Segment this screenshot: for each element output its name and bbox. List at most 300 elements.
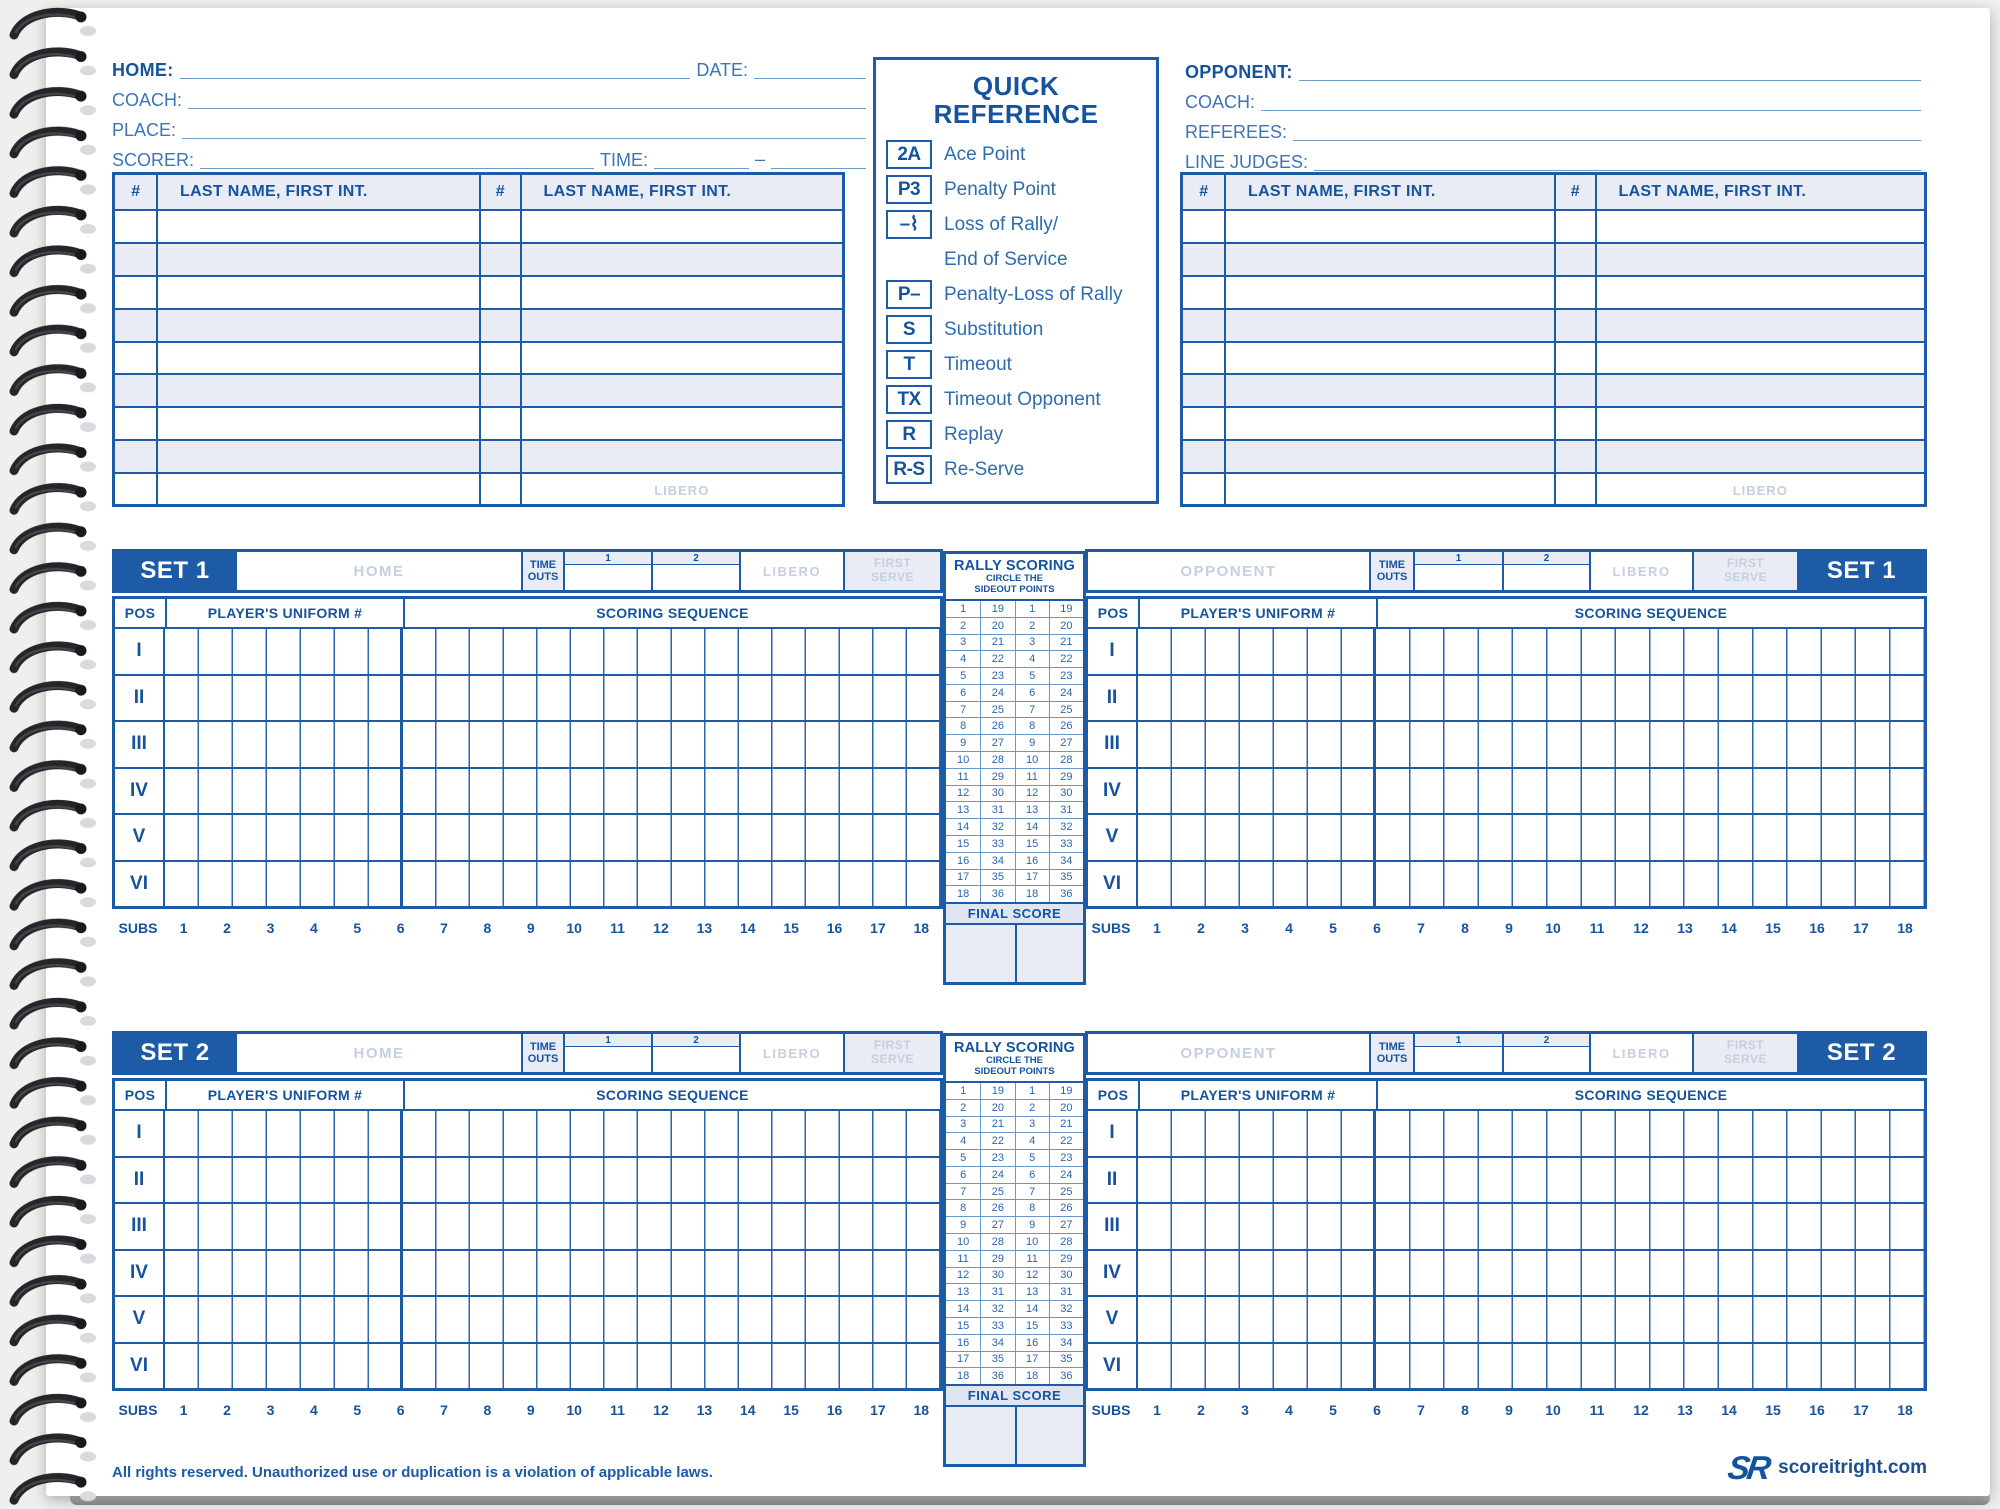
subs-number[interactable]: 17	[1853, 1402, 1869, 1418]
roster-name-cell[interactable]	[1595, 408, 1925, 439]
rally-point[interactable]: 3	[960, 636, 967, 649]
rally-point[interactable]: 33	[980, 1318, 1014, 1334]
scoring-sequence-cells[interactable]	[403, 722, 940, 767]
rally-point[interactable]: 2	[1015, 1100, 1049, 1116]
rally-point[interactable]: 18	[957, 1370, 970, 1383]
rally-point[interactable]: 19	[1049, 601, 1083, 617]
uniform-number-cells[interactable]	[1138, 1204, 1376, 1249]
scorer-line[interactable]	[200, 149, 594, 169]
timeout-cell-2[interactable]	[1502, 552, 1589, 590]
rally-point[interactable]: 6	[960, 686, 967, 699]
uniform-number-cells[interactable]	[1138, 1297, 1376, 1342]
rally-point[interactable]: 1	[1015, 601, 1049, 617]
rally-point[interactable]: 32	[980, 1301, 1014, 1317]
rally-point[interactable]: 17	[1015, 870, 1049, 886]
roster-number-cell[interactable]	[1554, 211, 1595, 242]
rally-point[interactable]: 9	[1015, 1217, 1049, 1233]
roster-number-cell[interactable]	[1183, 441, 1224, 472]
roster-name-cell[interactable]	[156, 277, 479, 308]
line-judges-line[interactable]	[1314, 151, 1921, 171]
place-line[interactable]	[182, 119, 866, 139]
subs-number[interactable]: 16	[826, 920, 843, 936]
subs-number[interactable]: 11	[1589, 1402, 1605, 1418]
opponent-line[interactable]	[1299, 61, 1921, 81]
rally-point[interactable]: 35	[1049, 1352, 1083, 1368]
timeout-cell-2[interactable]	[651, 552, 739, 590]
rally-point[interactable]: 4	[960, 653, 967, 666]
rally-point[interactable]: 10	[1015, 752, 1049, 768]
rally-point[interactable]: 3	[1015, 635, 1049, 651]
uniform-number-cells[interactable]	[165, 815, 403, 860]
roster-name-cell[interactable]	[1595, 441, 1925, 472]
rally-point[interactable]: 20	[1049, 618, 1083, 634]
subs-number[interactable]: 4	[309, 920, 318, 936]
rally-point[interactable]: 22	[1049, 651, 1083, 667]
subs-number[interactable]: 2	[223, 920, 231, 936]
rally-point[interactable]: 4	[1015, 1133, 1049, 1149]
opponent-team-cell[interactable]: OPPONENT	[1180, 1044, 1277, 1062]
rally-point[interactable]: 9	[960, 1219, 967, 1232]
subs-number[interactable]: 14	[1721, 920, 1737, 936]
roster-number-cell[interactable]	[479, 441, 520, 472]
scoring-sequence-cells[interactable]	[403, 1204, 940, 1249]
scoring-sequence-cells[interactable]	[1376, 1297, 1924, 1342]
rally-point[interactable]: 5	[960, 1152, 967, 1165]
rally-point[interactable]: 12	[957, 1269, 970, 1282]
rally-point[interactable]: 13	[1015, 802, 1049, 818]
rally-point[interactable]: 7	[1015, 702, 1049, 718]
libero-cell[interactable]: LIBERO	[739, 1034, 843, 1072]
rally-point[interactable]: 16	[957, 854, 970, 867]
uniform-number-cells[interactable]	[165, 1158, 403, 1203]
rally-point[interactable]: 22	[980, 651, 1014, 667]
uniform-number-cells[interactable]	[165, 1111, 403, 1156]
subs-number[interactable]: 2	[223, 1402, 231, 1418]
subs-number[interactable]: 12	[1633, 920, 1649, 936]
subs-number[interactable]: 15	[1765, 920, 1781, 936]
scoring-sequence-cells[interactable]	[1376, 1251, 1924, 1296]
rally-point[interactable]: 25	[980, 1184, 1014, 1200]
roster-number-cell[interactable]	[1554, 310, 1595, 341]
uniform-number-cells[interactable]	[1138, 1251, 1376, 1296]
subs-number[interactable]: 13	[1677, 920, 1693, 936]
rally-point[interactable]: 1	[960, 1084, 967, 1097]
rally-point[interactable]: 11	[957, 1252, 969, 1265]
rally-point[interactable]: 23	[1049, 668, 1083, 684]
roster-number-cell[interactable]	[1183, 343, 1224, 374]
first-serve-cell[interactable]	[1692, 1034, 1797, 1072]
subs-number[interactable]: 3	[1241, 920, 1249, 936]
rally-point[interactable]: 1	[960, 602, 967, 615]
roster-number-cell[interactable]	[1183, 375, 1224, 406]
roster-name-cell[interactable]	[520, 375, 843, 406]
rally-point[interactable]: 5	[1015, 668, 1049, 684]
roster-number-cell[interactable]	[115, 277, 156, 308]
rally-point[interactable]: 6	[1015, 1167, 1049, 1183]
roster-name-cell[interactable]: LIBERO	[1595, 474, 1925, 507]
roster-name-cell[interactable]	[520, 211, 843, 242]
subs-number[interactable]: 3	[266, 920, 275, 936]
rally-point[interactable]: 16	[957, 1336, 970, 1349]
subs-number[interactable]: 8	[483, 920, 492, 936]
rally-point[interactable]: 21	[1049, 1117, 1083, 1133]
home-line[interactable]	[180, 59, 691, 79]
subs-number[interactable]: 1	[1153, 920, 1161, 936]
rally-point[interactable]: 34	[980, 853, 1014, 869]
scoring-sequence-cells[interactable]	[1376, 815, 1924, 860]
rally-point[interactable]: 18	[1015, 886, 1049, 902]
subs-number[interactable]: 8	[1461, 920, 1469, 936]
roster-name-cell[interactable]	[1224, 474, 1554, 507]
rally-point[interactable]: 36	[1049, 1368, 1083, 1384]
uniform-number-cells[interactable]	[1138, 1111, 1376, 1156]
first-serve-cell[interactable]	[843, 552, 940, 590]
roster-number-cell[interactable]	[115, 408, 156, 439]
subs-number[interactable]: 6	[396, 1402, 405, 1418]
subs-number[interactable]: 1	[179, 1402, 188, 1418]
roster-name-cell[interactable]	[1224, 310, 1554, 341]
time-end-line[interactable]	[771, 149, 866, 169]
subs-number[interactable]: 13	[696, 1402, 713, 1418]
subs-number[interactable]: 17	[870, 1402, 886, 1418]
rally-point[interactable]: 34	[1049, 853, 1083, 869]
rally-point[interactable]: 35	[1049, 870, 1083, 886]
roster-number-cell[interactable]	[115, 375, 156, 406]
rally-point[interactable]: 30	[980, 1268, 1014, 1284]
rally-point[interactable]: 26	[980, 1200, 1014, 1216]
rally-point[interactable]: 25	[1049, 702, 1083, 718]
rally-point[interactable]: 3	[1015, 1117, 1049, 1133]
roster-name-cell[interactable]	[156, 211, 479, 242]
opponent-coach-line[interactable]	[1261, 91, 1921, 111]
rally-point[interactable]: 4	[960, 1135, 967, 1148]
subs-number[interactable]: 14	[1721, 1402, 1737, 1418]
roster-number-cell[interactable]	[479, 277, 520, 308]
roster-name-cell[interactable]	[1595, 310, 1925, 341]
roster-name-cell[interactable]	[520, 277, 843, 308]
scoring-sequence-cells[interactable]	[1376, 1111, 1924, 1156]
rally-point[interactable]: 8	[1015, 718, 1049, 734]
subs-number[interactable]: 13	[1677, 1402, 1693, 1418]
rally-point[interactable]: 24	[980, 1167, 1014, 1183]
roster-number-cell[interactable]	[1554, 244, 1595, 275]
rally-point[interactable]: 36	[1049, 886, 1083, 902]
rally-point[interactable]: 10	[957, 1235, 970, 1248]
rally-point[interactable]: 12	[957, 787, 970, 800]
uniform-number-cells[interactable]	[165, 629, 403, 674]
subs-number[interactable]: 10	[1545, 1402, 1561, 1418]
subs-number[interactable]: 17	[1853, 920, 1869, 936]
scoring-sequence-cells[interactable]	[403, 1251, 940, 1296]
timeout-cell-1[interactable]	[1413, 1034, 1502, 1072]
rally-point[interactable]: 28	[1049, 1234, 1083, 1250]
rally-point[interactable]: 7	[960, 1185, 967, 1198]
scoring-sequence-cells[interactable]	[403, 1297, 940, 1342]
subs-number[interactable]: 17	[870, 920, 886, 936]
roster-number-cell[interactable]	[1554, 343, 1595, 374]
subs-number[interactable]: 18	[1897, 1402, 1913, 1418]
subs-number[interactable]: 18	[1897, 920, 1913, 936]
subs-number[interactable]: 2	[1197, 920, 1205, 936]
uniform-number-cells[interactable]	[1138, 629, 1376, 674]
rally-point[interactable]: 14	[1015, 819, 1049, 835]
roster-number-cell[interactable]	[1554, 375, 1595, 406]
rally-point[interactable]: 22	[980, 1133, 1014, 1149]
roster-number-cell[interactable]	[479, 408, 520, 439]
roster-number-cell[interactable]	[1183, 244, 1224, 275]
scoring-sequence-cells[interactable]	[403, 1344, 940, 1389]
rally-point[interactable]: 13	[1015, 1284, 1049, 1300]
rally-point[interactable]: 20	[980, 618, 1014, 634]
rally-point[interactable]: 28	[1049, 752, 1083, 768]
rally-point[interactable]: 32	[1049, 1301, 1083, 1317]
rally-point[interactable]: 24	[1049, 1167, 1083, 1183]
first-serve-cell[interactable]	[843, 1034, 940, 1072]
scoring-sequence-cells[interactable]	[403, 1111, 940, 1156]
subs-number[interactable]: 7	[440, 920, 448, 936]
final-score-home-box[interactable]	[946, 925, 1015, 982]
roster-name-cell[interactable]: LIBERO	[520, 474, 843, 507]
subs-number[interactable]: 4	[1285, 1402, 1293, 1418]
subs-number[interactable]: 9	[526, 1402, 535, 1418]
timeout-cell-1[interactable]	[563, 1034, 651, 1072]
first-serve-cell[interactable]	[1692, 552, 1797, 590]
roster-name-cell[interactable]	[156, 310, 479, 341]
scoring-sequence-cells[interactable]	[403, 769, 940, 814]
uniform-number-cells[interactable]	[1138, 676, 1376, 721]
libero-cell[interactable]: LIBERO	[1589, 552, 1692, 590]
libero-cell[interactable]: LIBERO	[739, 552, 843, 590]
rally-point[interactable]: 6	[1015, 685, 1049, 701]
scoring-sequence-cells[interactable]	[1376, 722, 1924, 767]
rally-point[interactable]: 19	[980, 601, 1014, 617]
subs-number[interactable]: 2	[1197, 1402, 1205, 1418]
scoring-sequence-cells[interactable]	[403, 1158, 940, 1203]
roster-number-cell[interactable]	[115, 343, 156, 374]
uniform-number-cells[interactable]	[1138, 1344, 1376, 1389]
rally-point[interactable]: 27	[1049, 1217, 1083, 1233]
referees-line[interactable]	[1293, 121, 1921, 141]
scoring-sequence-cells[interactable]	[1376, 769, 1924, 814]
rally-point[interactable]: 19	[1049, 1083, 1083, 1099]
roster-number-cell[interactable]	[479, 375, 520, 406]
rally-point[interactable]: 12	[1015, 1268, 1049, 1284]
roster-name-cell[interactable]	[156, 343, 479, 374]
rally-point[interactable]: 11	[957, 770, 969, 783]
roster-name-cell[interactable]	[156, 441, 479, 472]
roster-number-cell[interactable]	[1183, 474, 1224, 507]
subs-number[interactable]: 7	[440, 1402, 448, 1418]
rally-point[interactable]: 31	[980, 802, 1014, 818]
rally-point[interactable]: 7	[1015, 1184, 1049, 1200]
rally-point[interactable]: 36	[980, 886, 1014, 902]
subs-number[interactable]: 16	[1809, 920, 1825, 936]
subs-number[interactable]: 6	[1373, 1402, 1381, 1418]
rally-point[interactable]: 27	[1049, 735, 1083, 751]
rally-point[interactable]: 26	[980, 718, 1014, 734]
subs-number[interactable]: 4	[309, 1402, 318, 1418]
subs-number[interactable]: 3	[1241, 1402, 1249, 1418]
subs-number[interactable]: 11	[1589, 920, 1605, 936]
subs-number[interactable]: 18	[913, 920, 930, 936]
roster-number-cell[interactable]	[479, 211, 520, 242]
rally-point[interactable]: 29	[980, 769, 1014, 785]
roster-number-cell[interactable]	[1183, 211, 1224, 242]
rally-point[interactable]: 33	[1049, 836, 1083, 852]
rally-point[interactable]: 15	[957, 1319, 970, 1332]
roster-name-cell[interactable]	[156, 474, 479, 507]
rally-point[interactable]: 11	[1015, 769, 1049, 785]
subs-number[interactable]: 16	[1809, 1402, 1825, 1418]
rally-point[interactable]: 29	[1049, 769, 1083, 785]
roster-number-cell[interactable]	[479, 343, 520, 374]
rally-point[interactable]: 12	[1015, 786, 1049, 802]
roster-name-cell[interactable]	[520, 408, 843, 439]
rally-point[interactable]: 18	[957, 888, 970, 901]
subs-number[interactable]: 5	[1329, 1402, 1337, 1418]
subs-number[interactable]: 18	[913, 1402, 930, 1418]
rally-point[interactable]: 29	[1049, 1251, 1083, 1267]
roster-number-cell[interactable]	[115, 441, 156, 472]
rally-point[interactable]: 31	[980, 1284, 1014, 1300]
rally-point[interactable]: 23	[980, 1150, 1014, 1166]
roster-name-cell[interactable]	[1595, 375, 1925, 406]
rally-point[interactable]: 21	[1049, 635, 1083, 651]
scoring-sequence-cells[interactable]	[1376, 1204, 1924, 1249]
rally-point[interactable]: 8	[960, 1202, 967, 1215]
roster-name-cell[interactable]	[1595, 277, 1925, 308]
rally-point[interactable]: 17	[1015, 1352, 1049, 1368]
rally-point[interactable]: 24	[1049, 685, 1083, 701]
uniform-number-cells[interactable]	[165, 769, 403, 814]
roster-number-cell[interactable]	[115, 211, 156, 242]
timeout-cell-1[interactable]	[1413, 552, 1502, 590]
rally-point[interactable]: 3	[960, 1118, 967, 1131]
rally-point[interactable]: 19	[980, 1083, 1014, 1099]
rally-point[interactable]: 28	[980, 1234, 1014, 1250]
roster-name-cell[interactable]	[1224, 211, 1554, 242]
subs-number[interactable]: 5	[353, 1402, 362, 1418]
rally-point[interactable]: 25	[980, 702, 1014, 718]
uniform-number-cells[interactable]	[1138, 769, 1376, 814]
rally-point[interactable]: 14	[957, 821, 970, 834]
rally-point[interactable]: 22	[1049, 1133, 1083, 1149]
subs-number[interactable]: 1	[1153, 1402, 1161, 1418]
subs-number[interactable]: 9	[526, 920, 535, 936]
roster-name-cell[interactable]	[520, 244, 843, 275]
rally-point[interactable]: 6	[960, 1168, 967, 1181]
scoring-sequence-cells[interactable]	[1376, 862, 1924, 907]
rally-point[interactable]: 27	[980, 1217, 1014, 1233]
rally-point[interactable]: 10	[1015, 1234, 1049, 1250]
rally-point[interactable]: 21	[980, 635, 1014, 651]
rally-point[interactable]: 27	[980, 735, 1014, 751]
rally-point[interactable]: 21	[980, 1117, 1014, 1133]
rally-point[interactable]: 15	[1015, 836, 1049, 852]
roster-number-cell[interactable]	[1554, 474, 1595, 507]
scoring-sequence-cells[interactable]	[1376, 676, 1924, 721]
roster-name-cell[interactable]	[1224, 343, 1554, 374]
roster-name-cell[interactable]	[1224, 441, 1554, 472]
roster-number-cell[interactable]	[479, 310, 520, 341]
subs-number[interactable]: 14	[739, 920, 756, 936]
rally-point[interactable]: 13	[957, 804, 970, 817]
rally-point[interactable]: 2	[960, 1101, 967, 1114]
roster-number-cell[interactable]	[115, 310, 156, 341]
roster-name-cell[interactable]	[1224, 277, 1554, 308]
rally-point[interactable]: 15	[1015, 1318, 1049, 1334]
rally-point[interactable]: 11	[1015, 1251, 1049, 1267]
rally-point[interactable]: 34	[1049, 1335, 1083, 1351]
date-line[interactable]	[754, 59, 866, 79]
roster-name-cell[interactable]	[1595, 244, 1925, 275]
home-team-cell[interactable]: HOME	[235, 552, 521, 590]
rally-point[interactable]: 30	[980, 786, 1014, 802]
rally-point[interactable]: 24	[980, 685, 1014, 701]
subs-number[interactable]: 1	[179, 920, 188, 936]
subs-number[interactable]: 13	[696, 920, 713, 936]
rally-point[interactable]: 30	[1049, 1268, 1083, 1284]
roster-number-cell[interactable]	[479, 244, 520, 275]
scoring-sequence-cells[interactable]	[403, 815, 940, 860]
uniform-number-cells[interactable]	[165, 1204, 403, 1249]
rally-point[interactable]: 14	[1015, 1301, 1049, 1317]
rally-point[interactable]: 31	[1049, 802, 1083, 818]
roster-name-cell[interactable]	[1224, 244, 1554, 275]
subs-number[interactable]: 4	[1285, 920, 1293, 936]
subs-number[interactable]: 10	[566, 1402, 582, 1418]
scoring-sequence-cells[interactable]	[403, 862, 940, 907]
home-team-cell[interactable]: HOME	[235, 1034, 521, 1072]
rally-point[interactable]: 14	[957, 1303, 970, 1316]
rally-point[interactable]: 13	[957, 1286, 970, 1299]
time-start-line[interactable]	[654, 149, 749, 169]
scoring-sequence-cells[interactable]	[1376, 1344, 1924, 1389]
rally-point[interactable]: 10	[957, 753, 970, 766]
roster-name-cell[interactable]	[1224, 408, 1554, 439]
subs-number[interactable]: 15	[783, 1402, 799, 1418]
subs-number[interactable]: 15	[1765, 1402, 1781, 1418]
subs-number[interactable]: 9	[1505, 1402, 1513, 1418]
subs-number[interactable]: 12	[653, 920, 669, 936]
rally-point[interactable]: 32	[1049, 819, 1083, 835]
rally-point[interactable]: 16	[1015, 1335, 1049, 1351]
rally-point[interactable]: 30	[1049, 786, 1083, 802]
roster-number-cell[interactable]	[1183, 310, 1224, 341]
subs-number[interactable]: 3	[266, 1402, 275, 1418]
uniform-number-cells[interactable]	[165, 1297, 403, 1342]
roster-number-cell[interactable]	[115, 474, 156, 507]
final-score-home-box[interactable]	[946, 1407, 1015, 1464]
roster-number-cell[interactable]	[1183, 277, 1224, 308]
subs-number[interactable]: 9	[1505, 920, 1513, 936]
roster-number-cell[interactable]	[1554, 441, 1595, 472]
scoring-sequence-cells[interactable]	[1376, 1158, 1924, 1203]
subs-number[interactable]: 14	[739, 1402, 756, 1418]
rally-point[interactable]: 31	[1049, 1284, 1083, 1300]
subs-number[interactable]: 5	[1329, 920, 1337, 936]
rally-point[interactable]: 20	[980, 1100, 1014, 1116]
rally-point[interactable]: 9	[960, 737, 967, 750]
roster-name-cell[interactable]	[156, 375, 479, 406]
libero-cell[interactable]: LIBERO	[1589, 1034, 1692, 1072]
rally-point[interactable]: 26	[1049, 1200, 1083, 1216]
uniform-number-cells[interactable]	[165, 676, 403, 721]
subs-number[interactable]: 16	[826, 1402, 843, 1418]
rally-point[interactable]: 16	[1015, 853, 1049, 869]
subs-number[interactable]: 6	[396, 920, 405, 936]
rally-point[interactable]: 18	[1015, 1368, 1049, 1384]
